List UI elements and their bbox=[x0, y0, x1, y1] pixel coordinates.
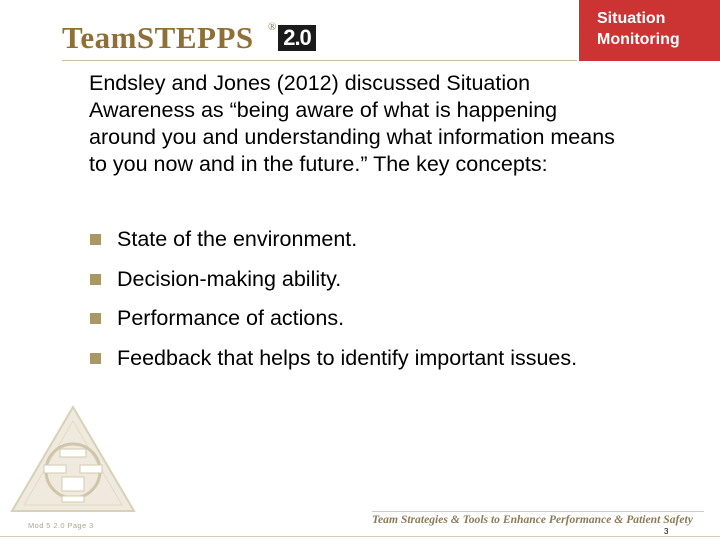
concept-text: Performance of actions. bbox=[117, 306, 345, 331]
square-bullet-icon bbox=[90, 313, 101, 324]
list-item bbox=[90, 260, 690, 300]
teamstepps-logo bbox=[62, 18, 332, 58]
section-title bbox=[597, 8, 680, 50]
logo-wordmark: TeamSTEPPS bbox=[62, 20, 254, 55]
square-bullet-icon bbox=[90, 274, 101, 285]
section-title-line-2: Monitoring bbox=[597, 31, 680, 48]
section-title-line-1: Situation bbox=[597, 10, 666, 27]
teamstepps-triangle-icon bbox=[10, 405, 136, 513]
section-label-box bbox=[579, 0, 720, 61]
page-number: 3 bbox=[664, 527, 669, 536]
square-bullet-icon bbox=[90, 234, 101, 245]
list-item bbox=[90, 220, 690, 260]
registered-mark: ® bbox=[268, 21, 277, 33]
key-concepts-list bbox=[90, 220, 690, 378]
concept-text: Feedback that helps to identify important issues. bbox=[117, 345, 578, 370]
tagline-divider bbox=[372, 511, 704, 512]
list-item bbox=[90, 299, 690, 339]
footer-divider bbox=[0, 536, 720, 537]
list-item bbox=[90, 339, 690, 379]
version-badge: 2.0 bbox=[278, 25, 316, 51]
concept-text: State of the environment. bbox=[117, 227, 358, 252]
intro-paragraph: Endsley and Jones (2012) discussed Situation Awareness as “being aware of what is happening around you and understanding what information means to you now and in the future.” The key concepts: bbox=[89, 71, 615, 176]
header-divider bbox=[62, 60, 577, 61]
concept-text: Decision-making ability. bbox=[117, 266, 342, 291]
module-page-label: Mod 5 2.0 Page 3 bbox=[28, 521, 94, 530]
square-bullet-icon bbox=[90, 353, 101, 364]
footer-tagline: Team Strategies & Tools to Enhance Performance & Patient Safety bbox=[372, 513, 693, 526]
